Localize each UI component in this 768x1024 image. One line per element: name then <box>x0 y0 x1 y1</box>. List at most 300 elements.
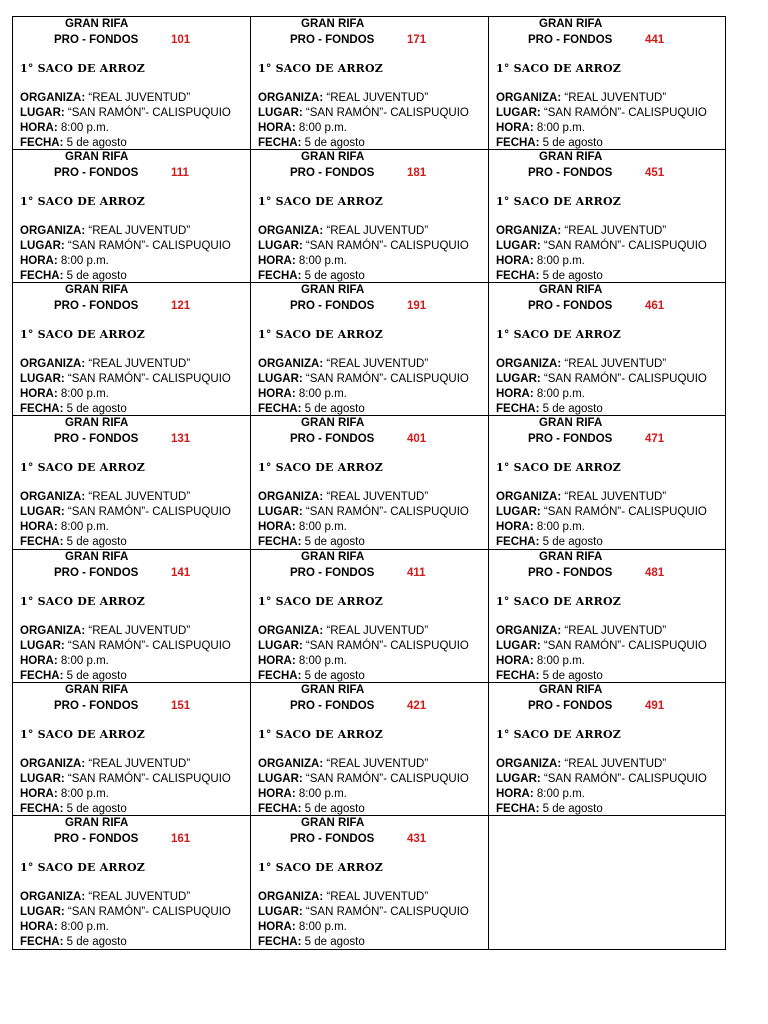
date-value: 5 de agosto <box>301 935 365 948</box>
organizer-label: ORGANIZA: <box>258 624 324 637</box>
place-line <box>258 372 469 386</box>
date-value: 5 de agosto <box>301 536 365 549</box>
organizer-value: “REAL JUVENTUD” <box>561 624 667 637</box>
organizer-line <box>258 624 428 638</box>
date-value: 5 de agosto <box>63 270 127 283</box>
ticket-number: 411 <box>407 566 426 579</box>
time-value: 8:00 p.m. <box>57 920 109 933</box>
ticket-number: 481 <box>645 566 665 579</box>
place-line <box>496 239 707 253</box>
organizer-value: “REAL JUVENTUD” <box>561 92 667 104</box>
place-line <box>496 639 707 653</box>
organizer-value: “REAL JUVENTUD” <box>85 358 191 371</box>
organizer-label: ORGANIZA: <box>496 225 562 238</box>
organizer-line <box>20 624 190 638</box>
ticket-prize: 1° SACO DE ARROZ <box>258 328 384 342</box>
time-value: 8:00 p.m. <box>533 521 585 534</box>
time-label: HORA: <box>258 920 296 933</box>
ticket-title: GRAN RIFA <box>539 284 603 297</box>
time-label: HORA: <box>258 388 296 401</box>
ticket-prize: 1° SACO DE ARROZ <box>258 594 384 608</box>
ticket-title: GRAN RIFA <box>65 550 129 563</box>
ticket-prize: 1° SACO DE ARROZ <box>496 461 622 475</box>
time-line <box>20 920 109 934</box>
ticket-number: 461 <box>645 300 665 313</box>
ticket-title: GRAN RIFA <box>539 550 603 563</box>
date-line <box>20 935 127 949</box>
time-label: HORA: <box>20 920 58 933</box>
organizer-line <box>496 757 666 771</box>
ticket-number: 401 <box>407 433 427 446</box>
ticket-prize: 1° SACO DE ARROZ <box>258 62 384 75</box>
ticket-title: GRAN RIFA <box>301 151 365 164</box>
place-line <box>20 372 231 386</box>
ticket-title: GRAN RIFA <box>539 417 603 430</box>
time-label: HORA: <box>20 521 58 534</box>
place-label: LUGAR: <box>258 506 303 519</box>
place-label: LUGAR: <box>258 905 303 918</box>
organizer-value: “REAL JUVENTUD” <box>561 757 667 770</box>
raffle-ticket-sheet <box>12 16 726 950</box>
ticket-prize: 1° SACO DE ARROZ <box>20 195 146 209</box>
place-label: LUGAR: <box>20 506 65 519</box>
place-label: LUGAR: <box>258 772 303 785</box>
time-label: HORA: <box>496 521 534 534</box>
organizer-line <box>496 624 666 638</box>
date-line <box>20 136 127 150</box>
ticket-title: GRAN RIFA <box>539 18 603 30</box>
time-value: 8:00 p.m. <box>533 122 585 134</box>
ticket-subtitle: PRO - FONDOS <box>290 566 375 579</box>
date-line <box>496 402 603 416</box>
date-line <box>20 802 127 816</box>
organizer-label: ORGANIZA: <box>258 92 324 104</box>
time-value: 8:00 p.m. <box>57 521 109 534</box>
time-value: 8:00 p.m. <box>295 654 347 667</box>
organizer-label: ORGANIZA: <box>496 491 562 504</box>
organizer-value: “REAL JUVENTUD” <box>85 225 191 238</box>
organizer-label: ORGANIZA: <box>20 225 86 238</box>
place-value: “SAN RAMÓN”- CALISPUQUIO <box>302 772 469 785</box>
organizer-line <box>258 224 428 238</box>
date-line <box>496 269 603 283</box>
ticket-prize: 1° SACO DE ARROZ <box>258 860 384 874</box>
place-value: “SAN RAMÓN”- CALISPUQUIO <box>64 373 231 386</box>
place-label: LUGAR: <box>20 772 65 785</box>
organizer-line <box>496 357 666 371</box>
place-value: “SAN RAMÓN”- CALISPUQUIO <box>64 639 231 652</box>
ticket-number: 451 <box>645 167 665 180</box>
place-line <box>258 505 469 519</box>
ticket-title: GRAN RIFA <box>301 417 365 430</box>
place-line <box>20 772 231 786</box>
time-value: 8:00 p.m. <box>295 388 347 401</box>
organizer-line <box>20 91 190 105</box>
time-line <box>258 121 347 135</box>
ticket-prize: 1° SACO DE ARROZ <box>258 461 384 475</box>
time-label: HORA: <box>258 787 296 800</box>
place-line <box>20 505 231 519</box>
place-line <box>258 772 469 786</box>
organizer-line <box>20 224 190 238</box>
time-label: HORA: <box>20 255 58 268</box>
date-line <box>258 802 365 816</box>
organizer-value: “REAL JUVENTUD” <box>561 225 667 238</box>
raffle-ticket <box>251 150 489 283</box>
organizer-value: “REAL JUVENTUD” <box>85 890 191 903</box>
raffle-ticket <box>489 150 725 283</box>
date-label: FECHA: <box>496 802 540 815</box>
date-label: FECHA: <box>258 802 302 815</box>
date-value: 5 de agosto <box>301 270 365 283</box>
place-value: “SAN RAMÓN”- CALISPUQUIO <box>302 905 469 918</box>
ticket-prize: 1° SACO DE ARROZ <box>20 594 146 608</box>
place-label: LUGAR: <box>496 639 541 652</box>
ticket-prize: 1° SACO DE ARROZ <box>496 727 622 741</box>
time-label: HORA: <box>496 787 534 800</box>
time-line <box>496 654 585 668</box>
date-value: 5 de agosto <box>63 935 127 948</box>
organizer-label: ORGANIZA: <box>258 890 324 903</box>
raffle-ticket <box>13 416 251 549</box>
place-value: “SAN RAMÓN”- CALISPUQUIO <box>64 772 231 785</box>
place-label: LUGAR: <box>496 373 541 386</box>
date-line <box>496 669 603 683</box>
organizer-value: “REAL JUVENTUD” <box>85 92 191 104</box>
ticket-subtitle: PRO - FONDOS <box>54 832 139 845</box>
date-label: FECHA: <box>258 270 302 283</box>
ticket-subtitle: PRO - FONDOS <box>528 34 613 46</box>
time-label: HORA: <box>496 388 534 401</box>
time-label: HORA: <box>20 787 58 800</box>
place-label: LUGAR: <box>496 772 541 785</box>
organizer-line <box>20 757 190 771</box>
raffle-ticket <box>251 550 489 683</box>
ticket-subtitle: PRO - FONDOS <box>290 300 375 313</box>
organizer-line <box>258 357 428 371</box>
raffle-ticket <box>13 150 251 283</box>
ticket-subtitle: PRO - FONDOS <box>528 566 613 579</box>
date-line <box>258 935 365 949</box>
ticket-title: GRAN RIFA <box>301 18 365 30</box>
place-line <box>496 106 707 120</box>
time-line <box>258 654 347 668</box>
place-label: LUGAR: <box>20 240 65 253</box>
organizer-value: “REAL JUVENTUD” <box>85 491 191 504</box>
place-line <box>20 239 231 253</box>
date-label: FECHA: <box>496 137 540 149</box>
ticket-title: GRAN RIFA <box>301 816 365 829</box>
time-line <box>496 121 585 135</box>
ticket-prize: 1° SACO DE ARROZ <box>20 328 146 342</box>
place-label: LUGAR: <box>258 107 303 119</box>
time-label: HORA: <box>496 122 534 134</box>
organizer-value: “REAL JUVENTUD” <box>85 757 191 770</box>
ticket-title: GRAN RIFA <box>65 18 129 30</box>
ticket-number: 101 <box>171 34 191 46</box>
raffle-ticket <box>489 550 725 683</box>
date-label: FECHA: <box>258 536 302 549</box>
ticket-prize: 1° SACO DE ARROZ <box>496 328 622 342</box>
date-label: FECHA: <box>20 802 64 815</box>
time-line <box>20 654 109 668</box>
ticket-title: GRAN RIFA <box>65 816 129 829</box>
date-label: FECHA: <box>20 536 64 549</box>
time-label: HORA: <box>20 388 58 401</box>
place-value: “SAN RAMÓN”- CALISPUQUIO <box>540 240 707 253</box>
organizer-label: ORGANIZA: <box>496 624 562 637</box>
time-line <box>20 520 109 534</box>
date-line <box>496 535 603 549</box>
ticket-prize: 1° SACO DE ARROZ <box>20 860 146 874</box>
raffle-ticket <box>251 17 489 150</box>
date-value: 5 de agosto <box>301 669 365 682</box>
date-label: FECHA: <box>496 669 540 682</box>
time-line <box>496 787 585 801</box>
organizer-label: ORGANIZA: <box>20 358 86 371</box>
place-value: “SAN RAMÓN”- CALISPUQUIO <box>64 107 231 119</box>
organizer-line <box>258 490 428 504</box>
place-label: LUGAR: <box>20 107 65 119</box>
place-line <box>496 772 707 786</box>
raffle-ticket <box>13 683 251 816</box>
raffle-ticket <box>489 283 725 416</box>
date-value: 5 de agosto <box>301 137 365 149</box>
place-label: LUGAR: <box>496 240 541 253</box>
ticket-prize: 1° SACO DE ARROZ <box>20 461 146 475</box>
time-line <box>258 920 347 934</box>
organizer-label: ORGANIZA: <box>20 624 86 637</box>
organizer-label: ORGANIZA: <box>258 225 324 238</box>
place-line <box>20 639 231 653</box>
ticket-number: 151 <box>171 699 191 712</box>
raffle-ticket <box>489 683 725 816</box>
place-value: “SAN RAMÓN”- CALISPUQUIO <box>540 772 707 785</box>
date-value: 5 de agosto <box>539 403 603 416</box>
ticket-title: GRAN RIFA <box>65 284 129 297</box>
raffle-ticket <box>251 416 489 549</box>
date-line <box>258 136 365 150</box>
place-line <box>258 639 469 653</box>
date-label: FECHA: <box>20 270 64 283</box>
ticket-title: GRAN RIFA <box>301 284 365 297</box>
organizer-line <box>496 224 666 238</box>
time-line <box>20 254 109 268</box>
time-value: 8:00 p.m. <box>57 388 109 401</box>
place-line <box>20 905 231 919</box>
time-value: 8:00 p.m. <box>295 787 347 800</box>
date-label: FECHA: <box>20 137 64 149</box>
time-label: HORA: <box>496 255 534 268</box>
organizer-label: ORGANIZA: <box>258 491 324 504</box>
ticket-prize: 1° SACO DE ARROZ <box>496 62 622 75</box>
ticket-title: GRAN RIFA <box>65 683 129 696</box>
organizer-value: “REAL JUVENTUD” <box>323 491 429 504</box>
organizer-line <box>258 890 428 904</box>
date-line <box>20 402 127 416</box>
ticket-subtitle: PRO - FONDOS <box>528 699 613 712</box>
ticket-prize: 1° SACO DE ARROZ <box>496 195 622 209</box>
date-value: 5 de agosto <box>63 536 127 549</box>
ticket-prize: 1° SACO DE ARROZ <box>20 727 146 741</box>
organizer-value: “REAL JUVENTUD” <box>323 92 429 104</box>
ticket-number: 181 <box>407 167 427 180</box>
date-line <box>496 136 603 150</box>
ticket-subtitle: PRO - FONDOS <box>54 300 139 313</box>
ticket-number: 431 <box>407 832 427 845</box>
date-line <box>20 269 127 283</box>
date-line <box>258 669 365 683</box>
place-value: “SAN RAMÓN”- CALISPUQUIO <box>302 107 469 119</box>
date-line <box>258 269 365 283</box>
organizer-line <box>258 91 428 105</box>
organizer-label: ORGANIZA: <box>258 757 324 770</box>
ticket-number: 441 <box>645 34 665 46</box>
ticket-number: 171 <box>407 34 427 46</box>
time-value: 8:00 p.m. <box>533 654 585 667</box>
organizer-line <box>258 757 428 771</box>
time-label: HORA: <box>258 654 296 667</box>
date-line <box>258 402 365 416</box>
place-value: “SAN RAMÓN”- CALISPUQUIO <box>540 373 707 386</box>
date-label: FECHA: <box>496 403 540 416</box>
time-line <box>20 787 109 801</box>
date-label: FECHA: <box>258 669 302 682</box>
ticket-prize: 1° SACO DE ARROZ <box>258 727 384 741</box>
raffle-ticket <box>13 17 251 150</box>
place-line <box>258 239 469 253</box>
time-label: HORA: <box>20 654 58 667</box>
place-line <box>496 505 707 519</box>
time-value: 8:00 p.m. <box>295 521 347 534</box>
organizer-value: “REAL JUVENTUD” <box>561 491 667 504</box>
time-line <box>20 387 109 401</box>
ticket-title: GRAN RIFA <box>301 550 365 563</box>
time-value: 8:00 p.m. <box>295 920 347 933</box>
organizer-value: “REAL JUVENTUD” <box>561 358 667 371</box>
place-label: LUGAR: <box>20 373 65 386</box>
time-line <box>496 254 585 268</box>
ticket-subtitle: PRO - FONDOS <box>290 699 375 712</box>
organizer-label: ORGANIZA: <box>258 358 324 371</box>
time-line <box>496 520 585 534</box>
ticket-subtitle: PRO - FONDOS <box>54 566 139 579</box>
time-value: 8:00 p.m. <box>533 255 585 268</box>
time-value: 8:00 p.m. <box>57 654 109 667</box>
organizer-value: “REAL JUVENTUD” <box>323 225 429 238</box>
ticket-number: 161 <box>171 832 191 845</box>
date-value: 5 de agosto <box>539 669 603 682</box>
place-label: LUGAR: <box>258 240 303 253</box>
place-value: “SAN RAMÓN”- CALISPUQUIO <box>302 240 469 253</box>
organizer-line <box>20 890 190 904</box>
time-line <box>258 787 347 801</box>
date-label: FECHA: <box>258 137 302 149</box>
place-value: “SAN RAMÓN”- CALISPUQUIO <box>64 240 231 253</box>
date-value: 5 de agosto <box>63 403 127 416</box>
place-line <box>496 372 707 386</box>
date-label: FECHA: <box>20 669 64 682</box>
place-label: LUGAR: <box>496 107 541 119</box>
empty-cell <box>489 816 725 949</box>
ticket-number: 111 <box>171 167 189 180</box>
ticket-title: GRAN RIFA <box>65 151 129 164</box>
place-label: LUGAR: <box>20 639 65 652</box>
ticket-number: 491 <box>645 699 665 712</box>
ticket-subtitle: PRO - FONDOS <box>290 34 375 46</box>
organizer-label: ORGANIZA: <box>496 358 562 371</box>
ticket-subtitle: PRO - FONDOS <box>54 433 139 446</box>
organizer-line <box>496 490 666 504</box>
place-value: “SAN RAMÓN”- CALISPUQUIO <box>302 639 469 652</box>
time-label: HORA: <box>258 255 296 268</box>
raffle-ticket <box>251 683 489 816</box>
ticket-prize: 1° SACO DE ARROZ <box>258 195 384 209</box>
ticket-number: 421 <box>407 699 427 712</box>
organizer-value: “REAL JUVENTUD” <box>323 890 429 903</box>
place-label: LUGAR: <box>258 639 303 652</box>
place-line <box>258 106 469 120</box>
place-value: “SAN RAMÓN”- CALISPUQUIO <box>540 506 707 519</box>
date-value: 5 de agosto <box>539 536 603 549</box>
organizer-label: ORGANIZA: <box>20 890 86 903</box>
date-value: 5 de agosto <box>63 802 127 815</box>
ticket-number: 141 <box>171 566 191 579</box>
raffle-ticket <box>251 816 489 949</box>
place-label: LUGAR: <box>258 373 303 386</box>
date-label: FECHA: <box>258 935 302 948</box>
ticket-title: GRAN RIFA <box>65 417 129 430</box>
ticket-number: 471 <box>645 433 665 446</box>
ticket-title: GRAN RIFA <box>301 683 365 696</box>
time-line <box>20 121 109 135</box>
ticket-number: 131 <box>171 433 191 446</box>
date-value: 5 de agosto <box>539 137 603 149</box>
ticket-subtitle: PRO - FONDOS <box>54 699 139 712</box>
place-value: “SAN RAMÓN”- CALISPUQUIO <box>540 639 707 652</box>
organizer-label: ORGANIZA: <box>20 92 86 104</box>
ticket-subtitle: PRO - FONDOS <box>54 34 139 46</box>
raffle-ticket <box>13 550 251 683</box>
time-value: 8:00 p.m. <box>57 255 109 268</box>
ticket-title: GRAN RIFA <box>539 151 603 164</box>
raffle-ticket <box>251 283 489 416</box>
time-value: 8:00 p.m. <box>533 787 585 800</box>
organizer-label: ORGANIZA: <box>20 491 86 504</box>
time-label: HORA: <box>258 122 296 134</box>
time-value: 8:00 p.m. <box>295 122 347 134</box>
organizer-value: “REAL JUVENTUD” <box>323 624 429 637</box>
organizer-value: “REAL JUVENTUD” <box>85 624 191 637</box>
time-value: 8:00 p.m. <box>295 255 347 268</box>
time-value: 8:00 p.m. <box>533 388 585 401</box>
date-value: 5 de agosto <box>539 802 603 815</box>
date-value: 5 de agosto <box>63 137 127 149</box>
ticket-subtitle: PRO - FONDOS <box>528 433 613 446</box>
raffle-ticket <box>13 283 251 416</box>
raffle-ticket <box>489 416 725 549</box>
place-value: “SAN RAMÓN”- CALISPUQUIO <box>302 373 469 386</box>
time-label: HORA: <box>258 521 296 534</box>
organizer-line <box>20 490 190 504</box>
organizer-label: ORGANIZA: <box>496 757 562 770</box>
time-line <box>496 387 585 401</box>
ticket-subtitle: PRO - FONDOS <box>290 433 375 446</box>
date-line <box>20 669 127 683</box>
organizer-value: “REAL JUVENTUD” <box>323 757 429 770</box>
date-value: 5 de agosto <box>63 669 127 682</box>
time-line <box>258 387 347 401</box>
